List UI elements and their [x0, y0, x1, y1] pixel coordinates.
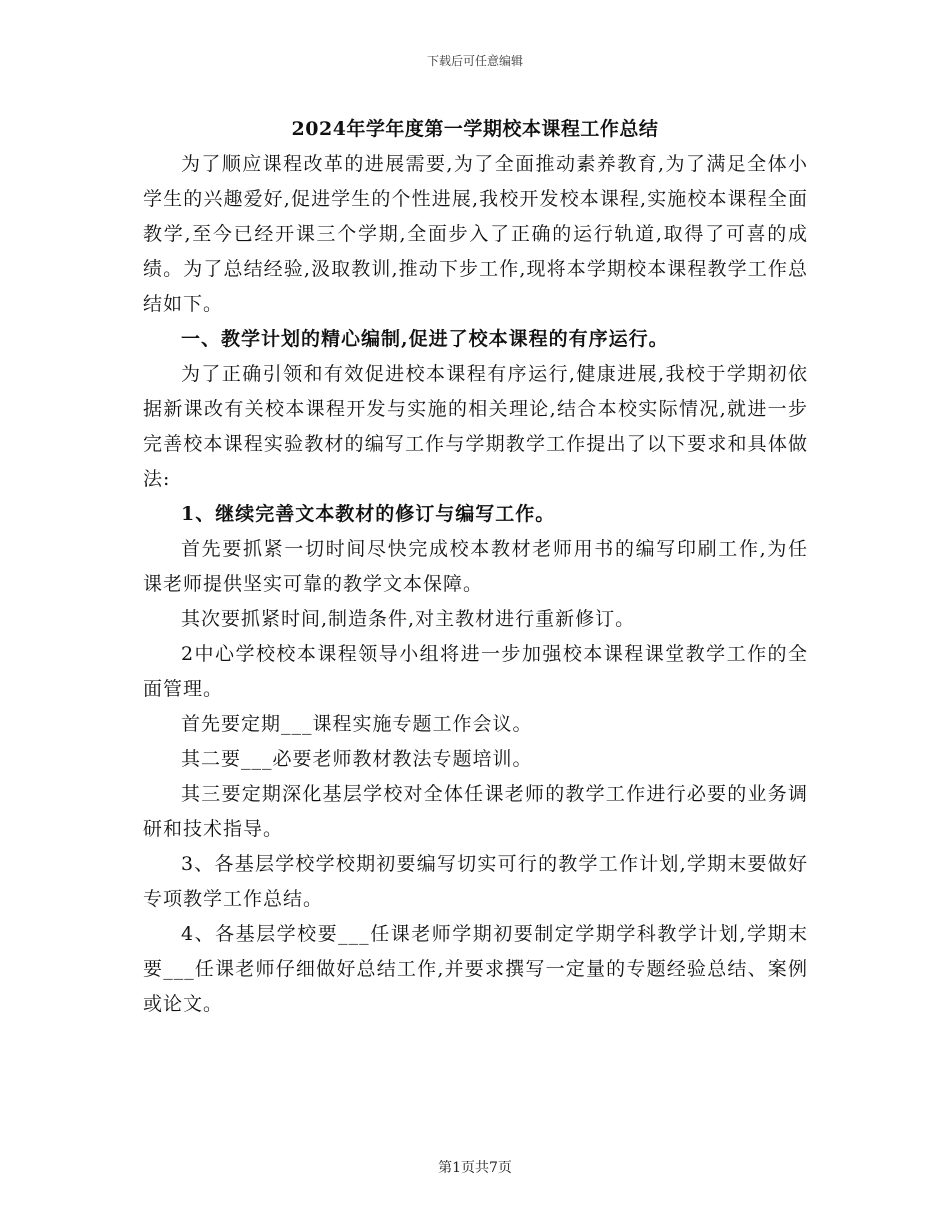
paragraph-item-3: 3、各基层学校学校期初要编写切实可行的教学工作计划,学期末要做好专项教学工作总结。	[143, 853, 808, 910]
paragraph-item-second: 其次要抓紧时间,制造条件,对主教材进行重新修订。	[181, 608, 636, 630]
document-title: 2024年学年度第一学期校本课程工作总结	[291, 118, 659, 140]
subheading-1: 1、继续完善文本教材的修订与编写工作。	[181, 503, 556, 525]
page-number: 第1页共7页	[438, 1160, 512, 1176]
paragraph-item-2: 2中心学校校本课程领导小组将进一步加强校本课程课堂教学工作的全面管理。	[143, 643, 808, 700]
paragraph-item-2-third: 其三要定期深化基层学校对全体任课老师的教学工作进行必要的业务调研和技术指导。	[143, 783, 808, 840]
paragraph-intro: 为了顺应课程改革的进展需要,为了全面推动素养教育,为了满足全体小学生的兴趣爱好,促进学生的个性进展,我校开发校本课程,实施校本课程全面教学,至今已经开课三个学期,全面步入了正确的运行轨道,取得了可喜的成绩。为了总结经验,汲取教训,推动下步工作,现将本学期校本课程教学工作总结如下。	[143, 153, 808, 315]
document-body	[143, 147, 808, 1022]
paragraph-item-4: 4、各基层学校要___任课老师学期初要制定学期学科教学计划,学期末要___任课老师仔细做好总结工作,并要求撰写一定量的专题经验总结、案例或论文。	[143, 923, 808, 1015]
paragraph-item-2-first: 首先要定期___课程实施专题工作会议。	[181, 713, 533, 735]
page-header-note: 下载后可任意编辑	[426, 54, 523, 68]
paragraph-item-2-second: 其二要___必要老师教材教法专题培训。	[181, 748, 533, 770]
paragraph-section-1: 为了正确引领和有效促进校本课程有序运行,健康进展,我校于学期初依据新课改有关校本课程开发与实施的相关理论,结合本校实际情况,就进一步完善校本课程实验教材的编写工作与学期教学工作提出了以下要求和具体做法:	[143, 363, 808, 490]
section-heading-1: 一、教学计划的精心编制,促进了校本课程的有序运行。	[181, 328, 669, 350]
paragraph-item-first: 首先要抓紧一切时间尽快完成校本教材老师用书的编写印刷工作,为任课老师提供坚实可靠的教学文本保障。	[143, 538, 808, 595]
